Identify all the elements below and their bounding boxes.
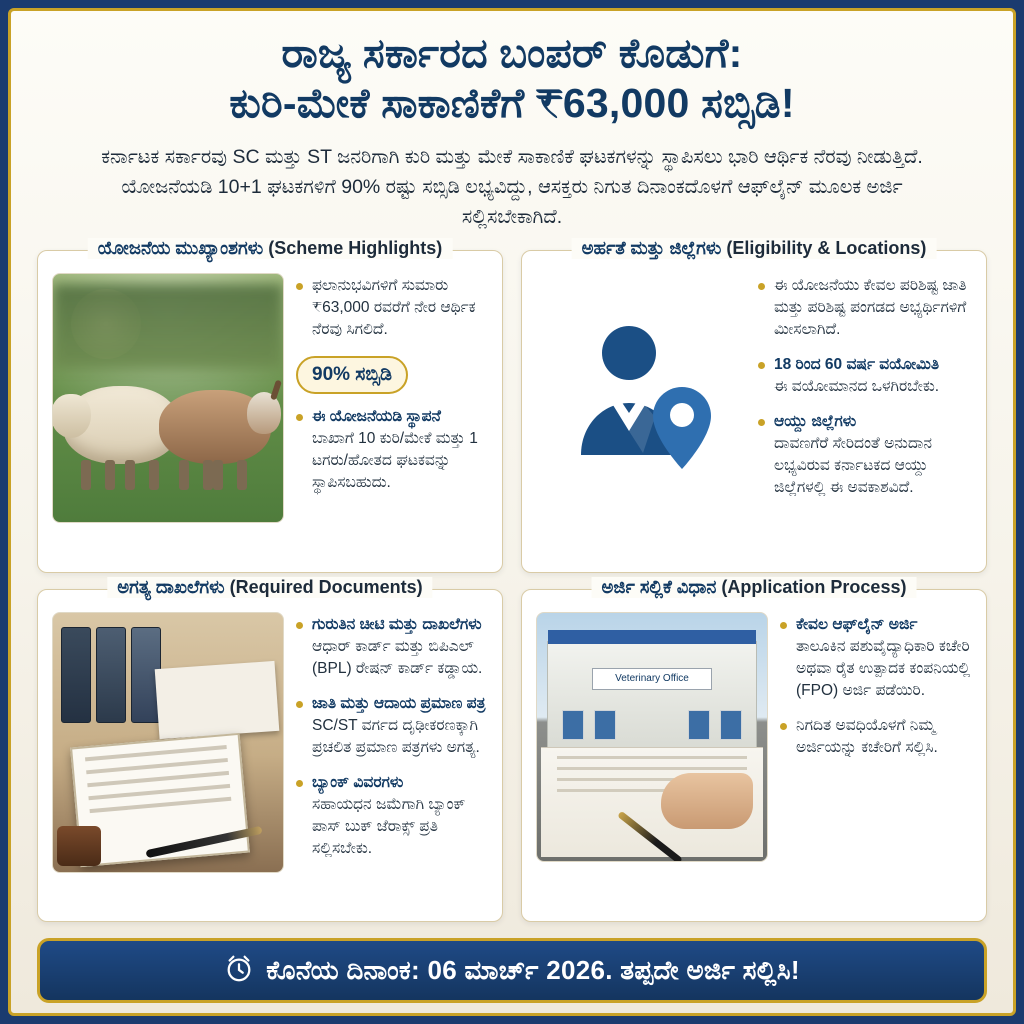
list-item xyxy=(758,354,972,398)
card-title-kn: ಅರ್ಹತೆ ಮತ್ತು ಜಿಲ್ಲೆಗಳು xyxy=(581,238,722,259)
point-text: ಫಲಾನುಭವಿಗಳಿಗೆ ಸುಮಾರು ₹63,000 ರವರೆಗೆ ನೇರ ಆರ್ಥಿಕ ನೆರವು ಸಿಗಲಿದೆ. xyxy=(312,277,476,339)
goat-leg xyxy=(237,460,247,490)
point-lead: ಜಾತಿ ಮತ್ತು ಆದಾಯ ಪ್ರಮಾಣ ಪತ್ರ xyxy=(312,694,486,712)
card-title xyxy=(592,577,917,598)
deadline-text: ಕೊನೆಯ ದಿನಾಂಕ: 06 ಮಾರ್ಚ್ 2026. ತಪ್ಪದೇ ಅರ್ಜಿ ಸಲ್ಲಿಸಿ! xyxy=(266,954,800,985)
goat-leg xyxy=(203,460,213,490)
person-pin-svg xyxy=(551,313,731,483)
page-title-line2: ಕುರಿ-ಮೇಕೆ ಸಾಕಾಣಿಕೆಗೆ ₹63,000 ಸಬ್ಸಿಡಿ! xyxy=(229,80,795,127)
roof xyxy=(548,630,756,644)
point-text: ತಾಲೂಕಿನ ಪಶುವೈದ್ಯಾಧಿಕಾರಿ ಕಚೇರಿ ಅಥವಾ ರೈತ ಉತ್ಪಾದಕ ಕಂಪನಿಯಲ್ಲಿ (FPO) ಅರ್ಜಿ ಪಡೆಯಿರಿ. xyxy=(796,637,971,699)
paper-stack xyxy=(155,661,280,739)
text-line xyxy=(557,767,747,770)
point-text: ದಾವಣಗೆರೆ ಸೇರಿದಂತೆ ಅನುದಾನ ಲಭ್ಯವಿರುವ ಕರ್ನಾಟಕದ ಆಯ್ದು ಜಿಲ್ಲೆಗಳಲ್ಲಿ ಈ ಅವಕಾಶವಿದೆ. xyxy=(774,435,932,497)
point-text: ನಿಗದಿತ ಅವಧಿಯೊಳಗೆ ನಿಮ್ಮ ಅರ್ಜಿಯನ್ನು ಕಚೇರಿಗೆ ಸಲ್ಲಿಸಿ. xyxy=(796,716,938,756)
card-body xyxy=(536,273,972,523)
list-item xyxy=(296,772,488,860)
list-item xyxy=(758,275,972,341)
list-item xyxy=(758,411,972,499)
text-line xyxy=(557,756,747,759)
hand xyxy=(661,773,753,829)
veterinary-office-and-signing-photo xyxy=(536,612,768,862)
list-item xyxy=(780,715,972,759)
card-required-documents xyxy=(37,576,503,922)
binder-group xyxy=(61,627,161,723)
card-title xyxy=(88,238,453,259)
point-lead: ಕೇವಲ ಆಫ್‌ಲೈನ್ ಅರ್ಜಿ xyxy=(796,615,918,633)
deadline-banner xyxy=(37,938,987,1003)
point-lead: ಬ್ಯಾಂಕ್ ವಿವರಗಳು xyxy=(312,773,404,791)
point-text: ಸಹಾಯಧನ ಜಮೆಗಾಗಿ ಬ್ಯಾಂಕ್ ಪಾಸ್ ಬುಕ್ ಜೆರಾಕ್ಸ್ ಪ್ರತಿ ಸಲ್ಲಿಸಬೇಕು. xyxy=(312,795,466,857)
person-with-location-pin-icon xyxy=(536,273,746,523)
alarm-clock-icon xyxy=(224,953,254,988)
list-item xyxy=(296,614,488,680)
office-building xyxy=(547,641,757,749)
card-body xyxy=(52,612,488,873)
list-item xyxy=(296,693,488,759)
goat-horn xyxy=(270,380,282,401)
window xyxy=(594,710,616,740)
sheep-leg xyxy=(149,460,159,490)
list-item xyxy=(296,275,488,341)
point-lead: ಈ ಯೋಜನೆಯಡಿ ಸ್ಥಾಪನೆ xyxy=(312,408,441,426)
window xyxy=(720,710,742,740)
card-title xyxy=(572,238,937,259)
card-points xyxy=(758,273,972,523)
card-title-en: (Application Process) xyxy=(721,576,907,597)
rubber-stamp xyxy=(57,826,101,866)
poster-inner xyxy=(8,8,1016,1016)
text-line xyxy=(85,745,227,761)
card-title-en: (Scheme Highlights) xyxy=(268,238,443,259)
sheep-leg xyxy=(81,460,91,490)
card-title-en: (Required Documents) xyxy=(229,576,423,597)
text-line xyxy=(88,784,230,800)
card-points xyxy=(780,612,972,862)
goat-leg xyxy=(179,460,189,490)
binder xyxy=(61,627,91,723)
card-eligibility-locations xyxy=(521,238,987,572)
card-body xyxy=(536,612,972,862)
goat-head xyxy=(247,392,281,434)
card-title-en: (Eligibility & Locations) xyxy=(726,238,927,259)
binder xyxy=(96,627,126,723)
text-line xyxy=(86,758,228,774)
card-scheme-highlights xyxy=(37,238,503,572)
card-title-kn: ಅಗತ್ಯ ದಾಖಲೆಗಳು xyxy=(117,576,225,597)
sheep-leg xyxy=(105,460,115,490)
point-text: SC/ST ವರ್ಗದ ದೃಢೀಕರಣಕ್ಕಾಗಿ ಪ್ರಚಲಿತ ಪ್ರಮಾಣ ಪತ್ರಗಳು ಅಗತ್ಯ. xyxy=(312,716,480,756)
office-sign: Veterinary Office xyxy=(592,668,712,690)
point-lead: ಗುರುತಿನ ಚೀಟಿ ಮತ್ತು ದಾಖಲೆಗಳು xyxy=(312,615,482,633)
card-points xyxy=(296,273,488,523)
card-points xyxy=(296,612,488,873)
card-title-kn: ಯೋಜನೆಯ ಮುಖ್ಯಾಂಶಗಳು xyxy=(97,238,264,259)
goat-figure xyxy=(159,390,271,464)
point-text: ಈ ಯೋಜನೆಯು ಕೇವಲ ಪರಿಶಿಷ್ಟ ಜಾತಿ ಮತ್ತು ಪರಿಶಿಷ್ಟ ಪಂಗಡದ ಅಭ್ಯರ್ಥಿಗಳಿಗೆ ಮೀಸಲಾಗಿದೆ. xyxy=(774,277,967,339)
goat-leg xyxy=(213,460,223,490)
point-text: ಈ ವಯೋಮಾನದ ಒಳಗಿರಬೇಕು. xyxy=(774,378,940,396)
status-badge: 90% ಸಬ್ಸಿಡಿ xyxy=(296,356,408,394)
text-line xyxy=(87,771,229,787)
page-title-line1: ರಾಜ್ಯ ಸರ್ಕಾರದ ಬಂಪರ್ ಕೊಡುಗೆ: xyxy=(281,30,743,76)
text-line xyxy=(90,797,232,813)
list-item xyxy=(780,614,972,702)
documents-and-pen-photo xyxy=(52,612,284,873)
signing-document xyxy=(541,747,763,857)
card-title xyxy=(107,577,432,598)
list-item xyxy=(296,406,488,494)
point-lead: ಆಯ್ದು ಜಿಲ್ಲೆಗಳು xyxy=(774,413,857,431)
tree-backdrop xyxy=(53,284,283,368)
point-lead: 18 ರಿಂದ 60 ವರ್ಷ ವಯೋಮಿತಿ xyxy=(774,356,940,374)
card-title-kn: ಅರ್ಜಿ ಸಲ್ಲಿಕೆ ವಿಧಾನ xyxy=(601,576,717,597)
page-subtitle: ಕರ್ನಾಟಕ ಸರ್ಕಾರವು SC ಮತ್ತು ST ಜನರಿಗಾಗಿ ಕುರಿ ಮತ್ತು ಮೇಕೆ ಸಾಕಾಣಿಕೆ ಘಟಕಗಳನ್ನು ಸ್ಥಾಪಿಸಲು ಭಾರಿ ಆರ್ಥಿಕ ನೆರವು ನೀಡುತ್ತಿದೆ. ಯೋಜನೆಯಡಿ 10+1 ಘಟಕಗಳಿಗೆ 90% ರಷ್ಟು ಸಬ್ಸಿಡಿ ಲಭ್ಯವಿದ್ದು, ಆಸಕ್ತರು ನಿಗುತ ದಿನಾಂಕದೊಳಗೆ ಆಫ್‌ಲೈನ್ ಮೂಲಕ ಅರ್ಜಿ ಸಲ್ಲಿಸಬೇಕಾಗಿದೆ. xyxy=(101,145,923,229)
cards-grid xyxy=(37,238,987,922)
sheep-leg xyxy=(125,460,135,490)
window xyxy=(562,710,584,740)
sheep-head xyxy=(52,394,91,438)
window xyxy=(688,710,710,740)
card-body xyxy=(52,273,488,523)
point-text: ಬಾಖಾಗೆ 10 ಕುರಿ/ಮೇಕೆ ಮತ್ತು 1 ಟಗರು/ಹೋತದ ಘಟಕವನ್ನು ಸ್ಥಾಪಿಸಬಹುದು. xyxy=(312,430,478,492)
poster-header xyxy=(37,29,987,232)
sheep-and-goat-photo xyxy=(52,273,284,523)
point-text: ಆಧಾರ್ ಕಾರ್ಡ್ ಮತ್ತು ಬಿಪಿಎಲ್ (BPL) ರೇಷನ್ ಕಾರ್ಡ್ ಕಡ್ಡಾಯ. xyxy=(312,637,483,677)
card-application-process xyxy=(521,576,987,922)
